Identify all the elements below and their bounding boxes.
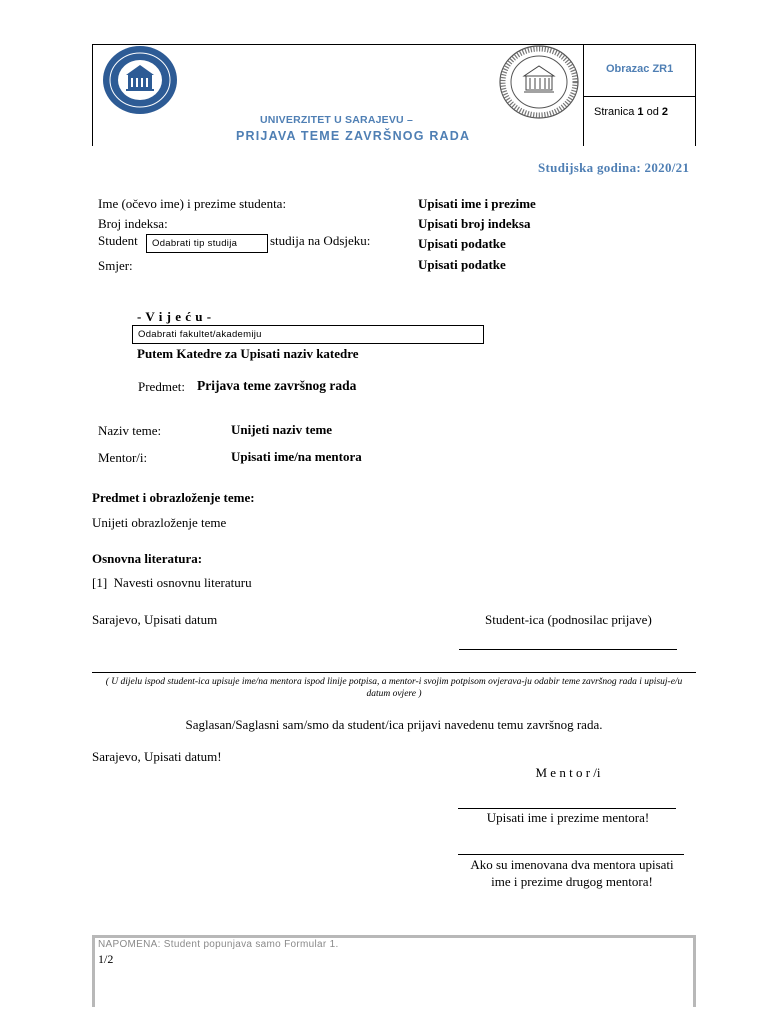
- rationale-text[interactable]: Unijeti obrazloženje teme: [92, 515, 227, 530]
- rationale-heading: Predmet i obrazloženje teme:: [92, 490, 255, 505]
- header-cell-divider: [583, 96, 696, 97]
- header-border-left: [92, 44, 93, 146]
- literature-heading: Osnovna literatura:: [92, 551, 203, 566]
- form-title: PRIJAVA TEME ZAVRŠNOG RADA: [236, 129, 471, 143]
- consent-statement: Saglasan/Saglasni sam/smo da student/ica prijavi navedenu temu završnog rada.: [185, 717, 603, 732]
- student-name-value[interactable]: Upisati ime i prezime: [418, 196, 536, 211]
- subject-value: Prijava teme završnog rada: [197, 378, 357, 393]
- separator-note: ( U dijelu ispod student-ica upisuje ime/na mentora ispod linije potpisa, a mentor-i svojim potpisom ovjerava-ju odabir teme završnog rada i upisuj-e/u datum ovjere ): [105, 677, 683, 699]
- index-number-value[interactable]: Upisati broj indeksa: [418, 216, 531, 231]
- student-name-label: Ime (očevo ime) i prezime studenta:: [98, 196, 287, 211]
- page-separator: od: [643, 106, 662, 118]
- mentor2-line1: Ako su imenovana dva mentora upisati: [470, 857, 674, 872]
- header-border-right: [695, 44, 696, 146]
- page-prefix: Stranica: [594, 106, 638, 118]
- study-label-pre: Student: [98, 233, 138, 248]
- page-total: 2: [661, 106, 669, 118]
- page-indicator: [594, 106, 668, 118]
- student-signature-line: [459, 649, 677, 650]
- chair-line[interactable]: Putem Katedre za Upisati naziv katedre: [137, 346, 359, 361]
- header-divider: [583, 44, 584, 146]
- university-seal-logo: [102, 45, 178, 115]
- literature-item-number: [1]: [92, 575, 108, 590]
- mentor2-instructions[interactable]: [448, 856, 696, 890]
- student-signature-role: Student-ica (podnosilac prijave): [485, 612, 652, 627]
- council-heading: - V i j e ć u -: [137, 309, 212, 324]
- footer-page-number: 1/2: [98, 952, 114, 966]
- mentor2-line2: ime i prezime drugog mentora!: [491, 874, 653, 889]
- study-type-dropdown[interactable]: Odabrati tip studija: [146, 234, 268, 253]
- header-border-top: [92, 44, 696, 45]
- mentor1-name[interactable]: Upisati ime i prezime mentora!: [486, 810, 650, 825]
- department-value[interactable]: Upisati podatke: [418, 236, 506, 251]
- topic-title-value[interactable]: Unijeti naziv teme: [231, 422, 333, 437]
- academic-year: Studijska godina: 2020/21: [538, 160, 690, 175]
- form-code: Obrazac ZR1: [606, 63, 674, 75]
- page-current: 1: [637, 106, 644, 118]
- mentor-place-date[interactable]: Sarajevo, Upisati datum!: [92, 749, 222, 764]
- faculty-dropdown[interactable]: Odabrati fakultet/akademiju: [132, 325, 484, 344]
- literature-item-text: Navesti osnovnu literaturu: [113, 575, 252, 590]
- footer-note: NAPOMENA: Student popunjava samo Formular 1.: [98, 939, 339, 950]
- subject-label: Predmet:: [138, 379, 185, 394]
- literature-item[interactable]: [92, 575, 252, 591]
- mentor1-signature-line: [458, 808, 676, 809]
- index-number-label: Broj indeksa:: [98, 216, 168, 231]
- mentor-label: Mentor/i:: [98, 450, 148, 465]
- faculty-seal-logo: [498, 44, 580, 120]
- student-place-date[interactable]: Sarajevo, Upisati datum: [92, 612, 218, 627]
- study-label-post: studija na Odsjeku:: [270, 233, 371, 248]
- mentor-signature-role: M e n t o r /i: [535, 765, 601, 780]
- mentor-value[interactable]: Upisati ime/na mentora: [231, 449, 362, 464]
- major-label: Smjer:: [98, 258, 133, 273]
- mentor2-signature-line: [458, 854, 684, 855]
- topic-title-label: Naziv teme:: [98, 423, 162, 438]
- university-name: UNIVERZITET U SARAJEVU –: [260, 114, 413, 126]
- section-separator-line: [92, 672, 696, 673]
- major-value[interactable]: Upisati podatke: [418, 257, 506, 272]
